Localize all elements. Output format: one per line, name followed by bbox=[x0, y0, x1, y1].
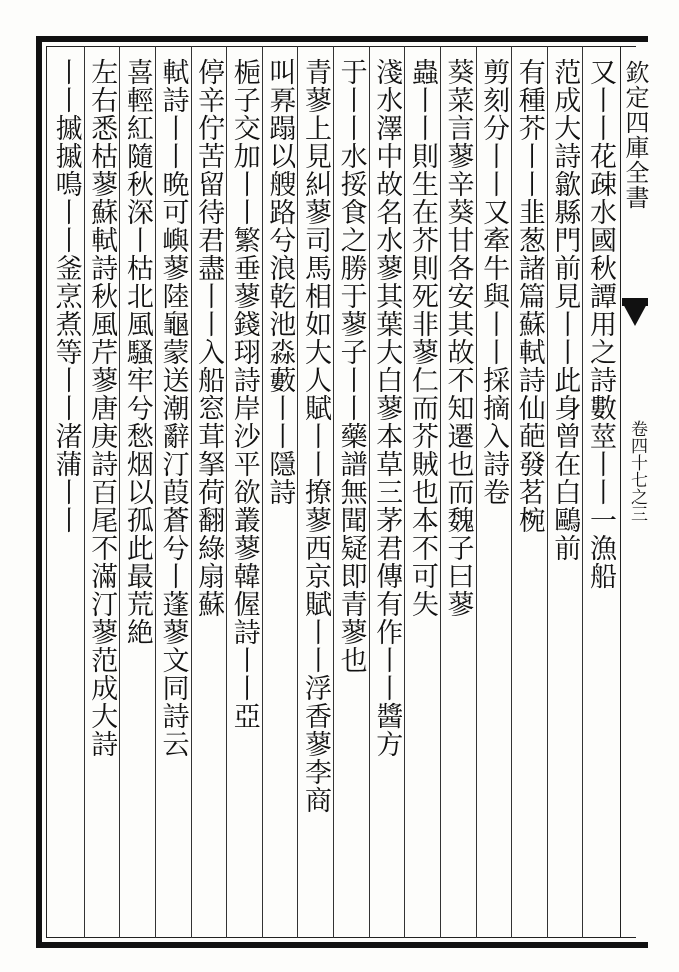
column-rule bbox=[440, 46, 441, 938]
column-rule bbox=[155, 46, 156, 938]
text-column-1: 又丨丨花疎水國秋譚用之詩數莖丨丨一漁船 bbox=[585, 58, 616, 590]
text-column-4: 剪刻分丨丨又牽牛與丨丨採摘入詩卷 bbox=[478, 58, 510, 506]
text-column-14: 喜輕紅隨秋深丨枯北風騷牢兮愁烟以孤此最荒絶 bbox=[121, 58, 153, 646]
text-column-8: 于丨丨水挼食之勝于蓼子丨丨藥譜無聞疑即青蓼也 bbox=[335, 58, 367, 674]
text-column-12: 停辛佇苦留待君盡丨丨入船窓茸拏荷翻綠扇蘇 bbox=[193, 58, 225, 618]
column-rule bbox=[191, 46, 192, 938]
column-rule bbox=[369, 46, 370, 938]
column-rule bbox=[547, 46, 548, 938]
column-rule bbox=[511, 46, 512, 938]
column-rule bbox=[582, 46, 583, 938]
text-column-9: 青蓼上見糾蓼司馬相如大人賦丨丨撩蓼西京賦丨丨浮香蓼李商 bbox=[300, 58, 331, 814]
column-rule bbox=[404, 46, 405, 938]
text-column-11: 梔子交加丨丨繁垂蓼錢珝詩岸沙平欲叢蓼韓偓詩丨丨亞 bbox=[228, 58, 260, 730]
text-column-2: 范成大詩歙縣門前見丨丨此身曾在白鷗前 bbox=[549, 58, 581, 562]
text-column-15: 左右悉枯蓼蘇軾詩秋風芹蓼唐庚詩百尾不滿汀蓼范成大詩 bbox=[86, 58, 118, 758]
text-column-6: 蟲丨丨則生在芥則死非蓼仁而芥賊也本不可失 bbox=[406, 58, 438, 618]
text-column-10: 叫奡蹋以艘路兮浪乾池淼藪丨丨隱詩 bbox=[264, 58, 296, 506]
volume-number: 卷四十七之三 bbox=[627, 420, 647, 522]
text-column-5: 葵菜言蓼辛葵甘各安其故不知遷也而魏子曰蓼 bbox=[442, 58, 474, 618]
column-rule bbox=[119, 46, 120, 938]
text-column-13: 軾詩丨丨晩可嶼蓼陸龜蒙送潮辭汀葭蒼兮丨蓬蓼文同詩云 bbox=[157, 58, 189, 758]
column-rule bbox=[476, 46, 477, 938]
column-rule bbox=[226, 46, 227, 938]
column-rule bbox=[84, 46, 85, 938]
fishtail-mark bbox=[622, 302, 648, 326]
column-rule bbox=[297, 46, 298, 938]
text-column-16: 丨丨摵摵鳴丨丨釜烹煮等丨丨渚蒲丨丨 bbox=[50, 58, 82, 534]
book-title: 欽定四庫全書 bbox=[621, 60, 649, 210]
column-rule bbox=[262, 46, 263, 938]
column-rule bbox=[333, 46, 334, 938]
text-column-3: 有種芥丨丨韭葱諸篇蘇軾詩仙葩發茗椀 bbox=[513, 58, 545, 534]
text-column-7: 淺水澤中故名水蓼其葉大白蓼本草三茅君傳有作丨丨醬方 bbox=[371, 58, 403, 758]
